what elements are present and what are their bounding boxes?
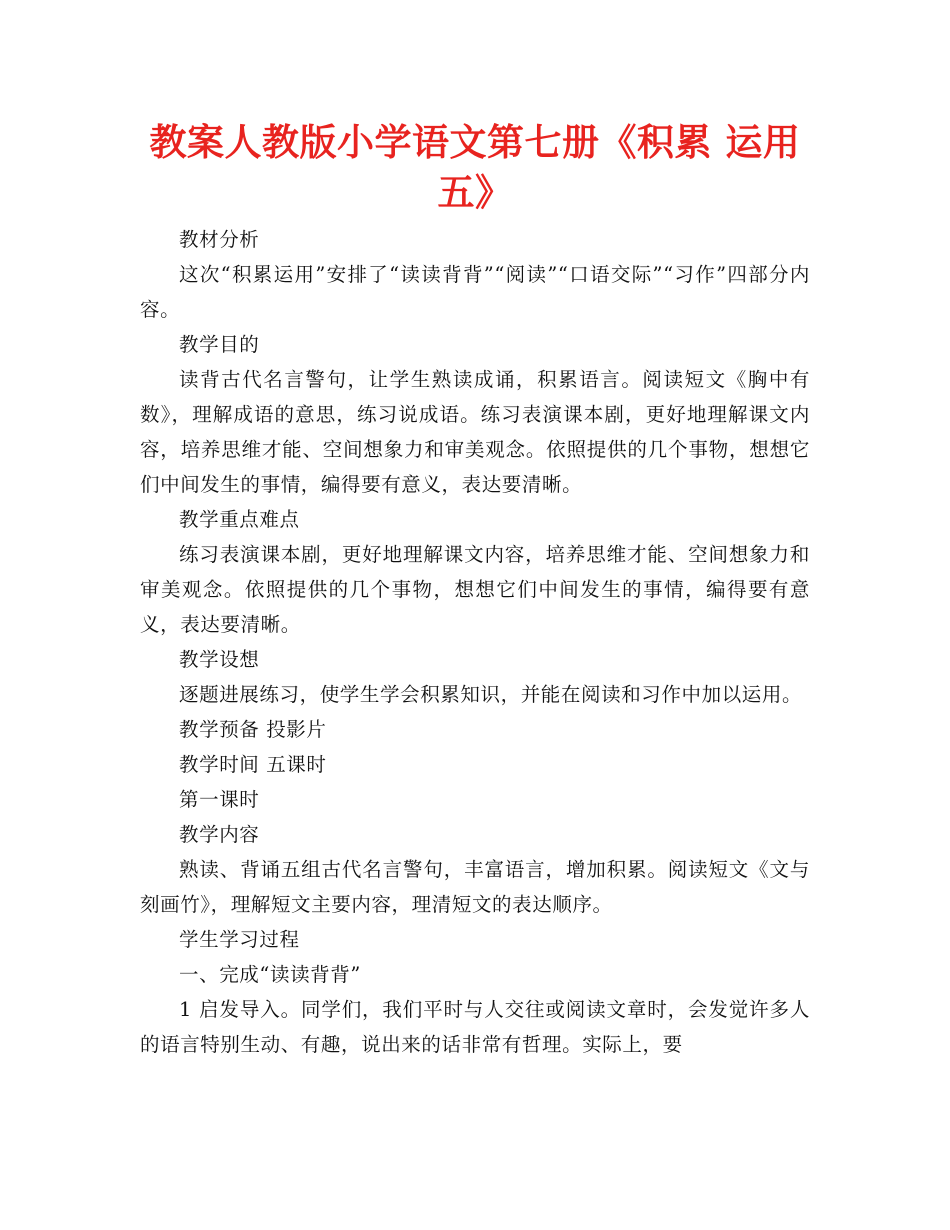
heading-key-difficult-points: 教学重点难点: [179, 508, 300, 531]
heading-teaching-objectives: 教学目的: [179, 333, 260, 356]
heading-learning-process: 学生学习过程: [179, 928, 300, 951]
document-page: [140, 118, 810, 1062]
paragraph-key-points: 练习表演课本剧，更好地理解课文内容，培养思维才能、空间想象力和审美观念。依照提供的几个事物，想想它们中间发生的事情，编得要有意义，表达要清晰。: [140, 543, 810, 636]
paragraph-content-overview: 这次“积累运用”安排了“读读背背”“阅读”“口语交际”“习作”四部分内容。: [140, 263, 810, 321]
paragraph-step-one-intro: 1 启发导入。同学们，我们平时与人交往或阅读文章时，会发觉许多人的语言特别生动、有趣，说出来的话非常有哲理。实际上，要: [140, 998, 810, 1056]
heading-teaching-content: 教学内容: [179, 823, 260, 846]
paragraph-teaching-plan: 逐题进展练习，使学生学会积累知识，并能在阅读和习作中加以运用。: [179, 683, 803, 706]
heading-step-one: 一、完成“读读背背”: [179, 963, 361, 986]
document-title: 教案人教版小学语文第七册《积累 运用五》: [149, 121, 801, 214]
paragraph-teaching-content: 熟读、背诵五组古代名言警句，丰富语言，增加积累。阅读短文《文与刻画竹》，理解短文主要内容，理清短文的表达顺序。: [140, 858, 810, 916]
line-teaching-time: 教学时间 五课时: [179, 753, 327, 776]
heading-first-lesson: 第一课时: [179, 788, 260, 811]
paragraph-objectives: 读背古代名言警句，让学生熟读成诵，积累语言。阅读短文《胸中有数》，理解成语的意思，练习说成语。练习表演课本剧，更好地理解课文内容，培养思维才能、空间想象力和审美观念。依照提供的几个事物，想想它们中间发生的事情，编得要有意义，表达要清晰。: [140, 368, 810, 496]
heading-teaching-plan: 教学设想: [179, 648, 260, 671]
line-teaching-preparation: 教学预备 投影片: [179, 718, 327, 741]
heading-teaching-material-analysis: 教材分析: [179, 228, 260, 251]
